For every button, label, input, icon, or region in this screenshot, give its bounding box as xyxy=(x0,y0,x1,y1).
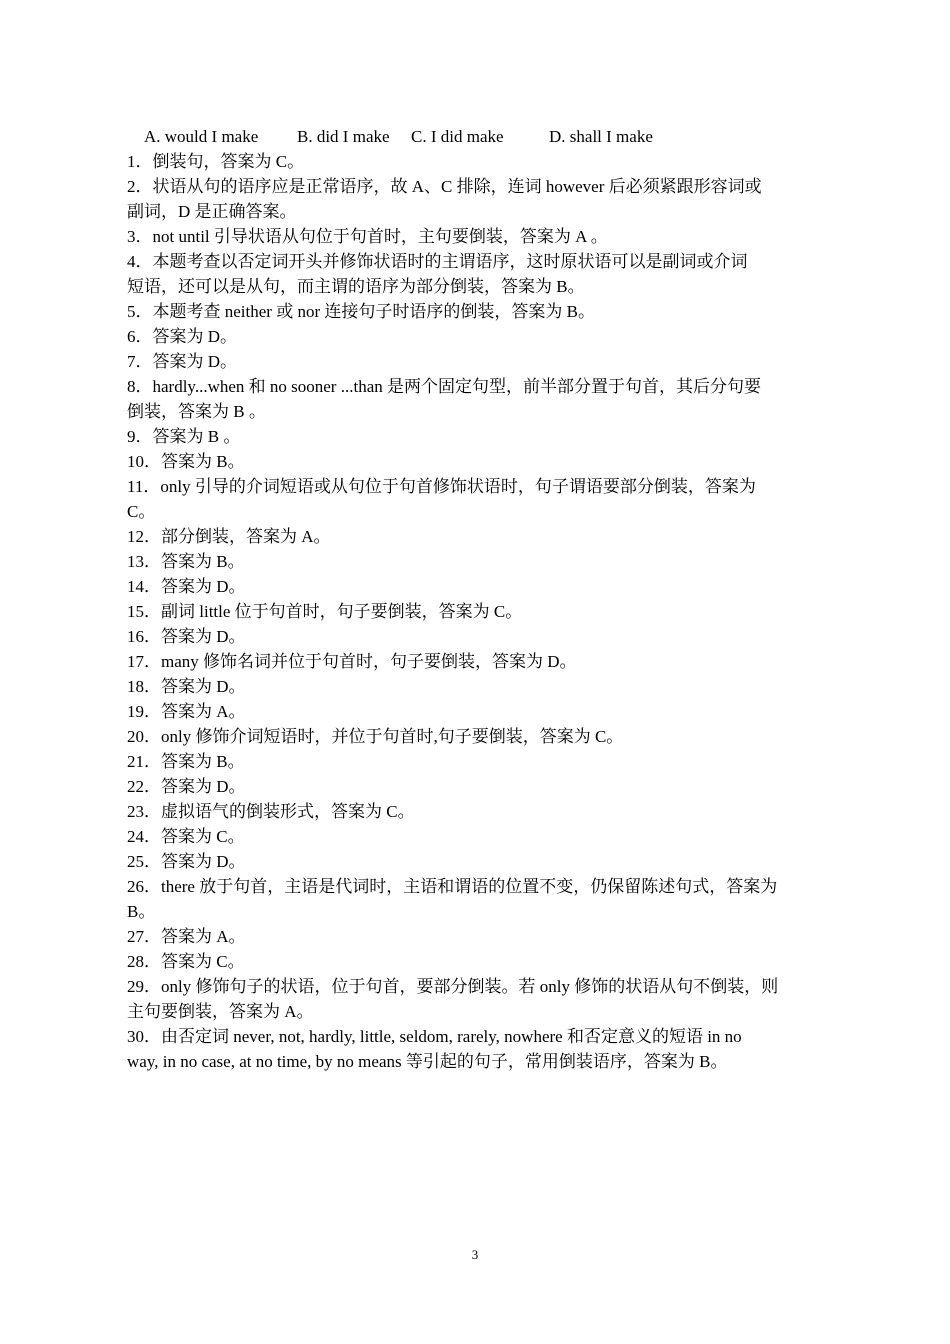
text-line: 倒装，答案为 B 。 xyxy=(127,402,266,421)
text-line: 副词，D 是正确答案。 xyxy=(127,202,297,221)
text-line: way, in no case, at no time, by no means 等引起的句子，常用倒装语序，答案为 B。 xyxy=(127,1052,728,1071)
page-number: 3 xyxy=(471,1247,479,1262)
text-line: 23．虚拟语气的倒装形式，答案为 C。 xyxy=(127,802,415,821)
text-line: 16．答案为 D。 xyxy=(127,627,246,646)
text-line: 短语，还可以是从句，而主谓的语序为部分倒装，答案为 B。 xyxy=(127,277,585,296)
text-line: B。 xyxy=(127,902,156,921)
text-line: 24．答案为 C。 xyxy=(127,827,245,846)
option-b: B. did I make xyxy=(297,127,390,146)
option-a: A. would I make xyxy=(144,127,259,146)
text-line: 25．答案为 D。 xyxy=(127,852,246,871)
text-line: 29．only 修饰句子的状语，位于句首，要部分倒装。若 only 修饰的状语从句不倒装，则 xyxy=(127,977,779,996)
text-line: 7．答案为 D。 xyxy=(127,352,238,371)
text-line: 13．答案为 B。 xyxy=(127,552,245,571)
text-line: 8．hardly...when 和 no sooner ...than 是两个固定句型，前半部分置于句首，其后分句要 xyxy=(127,377,761,396)
text-line: C。 xyxy=(127,502,156,521)
text-line: 2．状语从句的语序应是正常语序，故 A、C 排除，连词 however 后必须紧跟形容词或 xyxy=(127,177,762,196)
text-line: 17．many 修饰名词并位于句首时，句子要倒装，答案为 D。 xyxy=(127,652,577,671)
answer-options-row xyxy=(127,124,827,149)
text-line: 12．部分倒装，答案为 A。 xyxy=(127,527,331,546)
option-c: C. I did make xyxy=(411,127,504,146)
text-line: 6．答案为 D。 xyxy=(127,327,238,346)
text-line: 27．答案为 A。 xyxy=(127,927,246,946)
document-body xyxy=(127,124,827,1074)
text-line: 19．答案为 A。 xyxy=(127,702,246,721)
text-line: 22．答案为 D。 xyxy=(127,777,246,796)
text-line: 4．本题考查以否定词开头并修饰状语时的主谓语序，这时原状语可以是副词或介词 xyxy=(127,252,748,271)
text-line: 21．答案为 B。 xyxy=(127,752,245,771)
text-line: 9．答案为 B 。 xyxy=(127,427,241,446)
text-line: 11．only 引导的介词短语或从句位于句首修饰状语时，句子谓语要部分倒装，答案为 xyxy=(127,477,756,496)
text-line: 26．there 放于句首，主语是代词时，主语和谓语的位置不变，仍保留陈述句式，答案为 xyxy=(127,877,778,896)
text-line: 30．由否定词 never, not, hardly, little, seldom, rarely, nowhere 和否定意义的短语 in no xyxy=(127,1027,742,1046)
text-line: 10．答案为 B。 xyxy=(127,452,245,471)
text-line: 20．only 修饰介词短语时，并位于句首时,句子要倒装，答案为 C。 xyxy=(127,727,624,746)
text-line: 15．副词 little 位于句首时，句子要倒装，答案为 C。 xyxy=(127,602,523,621)
text-line: 18．答案为 D。 xyxy=(127,677,246,696)
text-line: 3．not until 引导状语从句位于句首时，主句要倒装，答案为 A 。 xyxy=(127,227,608,246)
text-line: 14．答案为 D。 xyxy=(127,577,246,596)
text-line: 1．倒装句，答案为 C。 xyxy=(127,152,305,171)
text-line: 5．本题考查 neither 或 nor 连接句子时语序的倒装，答案为 B。 xyxy=(127,302,595,321)
text-line: 主句要倒装，答案为 A。 xyxy=(127,1002,314,1021)
option-d: D. shall I make xyxy=(549,127,653,146)
text-line: 28．答案为 C。 xyxy=(127,952,245,971)
